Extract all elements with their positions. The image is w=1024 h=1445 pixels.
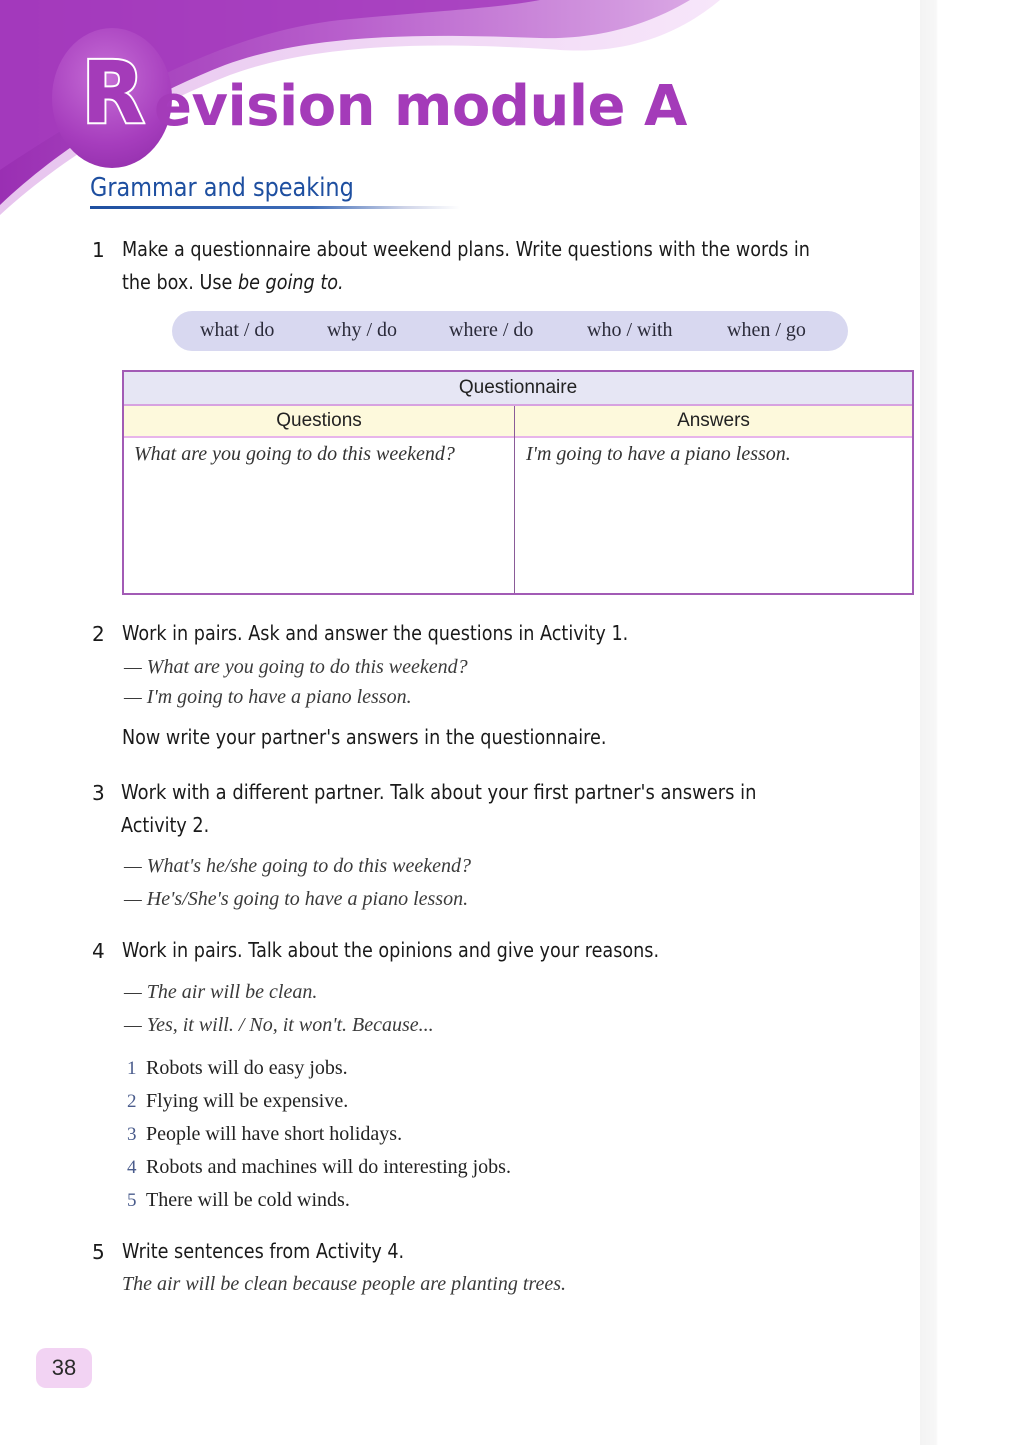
opinion-number: 4 (127, 1157, 137, 1178)
opinion-number: 5 (127, 1190, 137, 1211)
activity-4-instruction: Work in pairs. Talk about the opinions and give your reasons. (122, 938, 660, 962)
activity-2-example-2: — I'm going to have a piano lesson. (124, 686, 412, 708)
activity-4-number: 4 (92, 939, 105, 963)
activity-5-example: The air will be clean because people are planting trees. (122, 1273, 566, 1295)
word-box-item: who / with (587, 319, 673, 341)
opinion-text: People will have short holidays. (146, 1123, 403, 1145)
opinion-text: Robots will do easy jobs. (146, 1057, 348, 1079)
activity-3-example-1: — What's he/she going to do this weekend? (124, 855, 472, 877)
column-divider (514, 406, 515, 593)
activity-3-instruction-line1: Work with a different partner. Talk about your first partner's answers in (121, 780, 757, 804)
table-cell-question: What are you going to do this weekend? (134, 443, 455, 465)
activity-2-follow-up: Now write your partner's answers in the questionnaire. (122, 725, 607, 749)
opinion-number: 1 (127, 1058, 137, 1079)
page-number: 38 (36, 1348, 92, 1388)
opinion-number: 3 (127, 1124, 137, 1145)
activity-5-number: 5 (92, 1240, 105, 1264)
activity-5-instruction: Write sentences from Activity 4. (122, 1239, 405, 1263)
word-box-item: when / go (727, 319, 806, 341)
section-heading: Grammar and speaking (90, 173, 354, 203)
table-title: Questionnaire (124, 372, 912, 406)
questionnaire-table (122, 370, 914, 595)
activity-3-example-2: — He's/She's going to have a piano lesson. (124, 888, 469, 910)
instruction-italic: be going to. (237, 270, 344, 294)
section-underline (90, 206, 460, 209)
instruction-text: the box. Use (122, 270, 238, 294)
opinion-text: There will be cold winds. (146, 1189, 350, 1211)
activity-1-instruction-line1: Make a questionnaire about weekend plans. Write questions with the words in (122, 237, 810, 261)
column-header-answers: Answers (515, 406, 912, 438)
word-box-item: where / do (449, 319, 534, 341)
title-initial: R (81, 43, 145, 143)
word-box (172, 311, 848, 351)
activity-1-number: 1 (92, 238, 105, 262)
opinion-text: Robots and machines will do interesting jobs. (146, 1156, 511, 1178)
page-edge-shadow (920, 0, 1024, 1445)
opinion-number: 2 (127, 1091, 137, 1112)
activity-1-instruction-line2 (122, 266, 344, 299)
activity-4-example-2: — Yes, it will. / No, it won't. Because... (124, 1014, 434, 1036)
word-box-item: what / do (200, 319, 275, 341)
table-cell-answer: I'm going to have a piano lesson. (526, 443, 791, 465)
column-header-questions: Questions (124, 406, 514, 438)
title-text: evision module A (154, 74, 687, 139)
activity-3-instruction-line2: Activity 2. (121, 813, 210, 837)
word-box-item: why / do (327, 319, 397, 341)
activity-2-number: 2 (92, 622, 105, 646)
activity-3-number: 3 (92, 781, 105, 805)
activity-4-example-1: — The air will be clean. (124, 981, 318, 1003)
activity-2-example-1: — What are you going to do this weekend? (124, 656, 468, 678)
activity-2-instruction: Work in pairs. Ask and answer the questions in Activity 1. (122, 621, 629, 645)
opinion-text: Flying will be expensive. (146, 1090, 349, 1112)
